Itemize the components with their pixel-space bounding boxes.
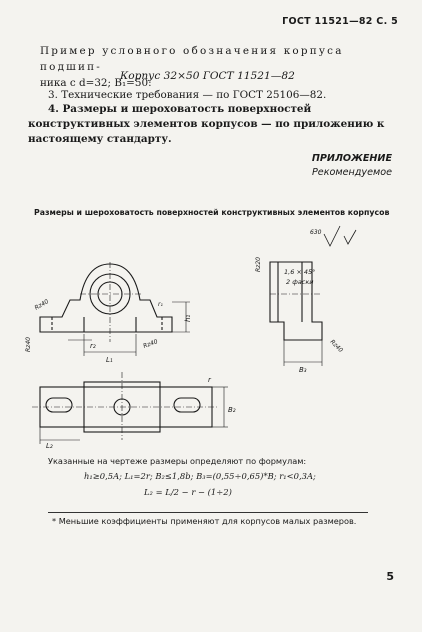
label-r: r (208, 376, 211, 384)
roughness-label-mid: Rz40 (142, 338, 159, 350)
page-number: 5 (386, 570, 394, 583)
example-paragraph (40, 43, 402, 91)
label-l1: L₁ (106, 356, 113, 364)
paragraph-4: 4. Размеры и шероховатость поверхностей конструктивных элементов корпусов — по приложению к настоящему стандарту. (28, 103, 385, 145)
roughness-630: 630 (310, 229, 322, 236)
footnote-divider (48, 512, 368, 513)
label-l2: L₂ (46, 442, 53, 450)
label-b3: B₃ (299, 366, 307, 374)
paragraph-3: 3. Технические требования — по ГОСТ 25106—82. (48, 89, 327, 101)
roughness-label-left: Rz40 (33, 298, 50, 312)
technical-drawing (22, 222, 402, 452)
right-slot (174, 398, 200, 412)
formula-line-2: L₂ = L/2 − r − (1÷2) (144, 487, 232, 497)
roughness-label-right: Rz40 (328, 338, 345, 354)
footnote: * Меньшие коэффициенты применяют для корпусов малых размеров. (52, 516, 357, 526)
label-r2: r₂ (90, 342, 96, 350)
appendix-heading (312, 152, 392, 180)
formula-intro: Указанные на чертеже размеры определяют по формулам: (48, 456, 307, 466)
roughness-label-bottom: Rz40 (25, 337, 32, 352)
example-line-1: Пример условного обозначения корпуса подшип- (40, 45, 344, 73)
page-header: ГОСТ 11521—82 С. 5 (282, 16, 398, 27)
example-line-2: ника с d=32; B₁=50: (40, 77, 152, 89)
label-b2: B₂ (228, 406, 236, 414)
figure-title: Размеры и шероховатость поверхностей конструктивных элементов корпусов (34, 208, 390, 217)
label-h1: h₁ (184, 314, 192, 322)
designation-formula: Корпус 32×50 ГОСТ 11521—82 (120, 70, 295, 82)
chamfer-label-1: 1,6 × 45° (284, 268, 316, 276)
left-slot (46, 398, 72, 412)
appendix-title: ПРИЛОЖЕНИЕ (311, 153, 392, 164)
roughness-label-side: Rz20 (255, 257, 262, 272)
label-r1-top: r₁ (158, 301, 163, 308)
appendix-subtitle: Рекомендуемое (312, 167, 392, 178)
chamfer-label-2: 2 фаски (286, 278, 314, 286)
formula-line-1: h₁≥0,5A; L₁=2r; B₂≤1,8b; B₃=(0,55÷0,65)*B; r₁<0,3A; (84, 471, 316, 481)
